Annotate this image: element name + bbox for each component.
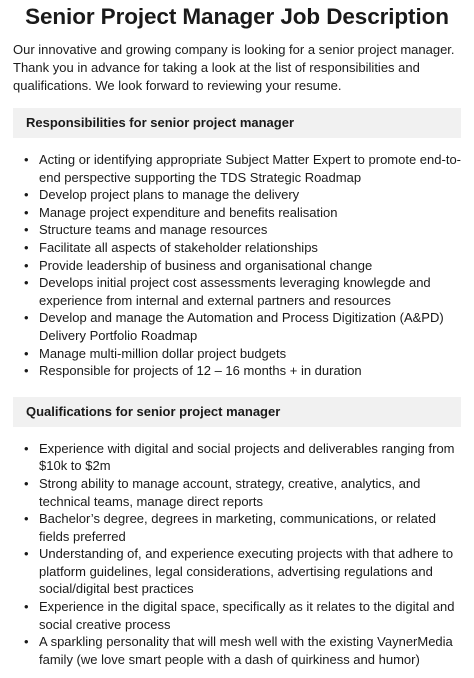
list-item (24, 633, 461, 668)
bullet-icon: • (24, 239, 29, 255)
list-item (24, 204, 461, 222)
list-item-text: Facilitate all aspects of stakeholder relationships (39, 239, 318, 255)
list-item-text: Structure teams and manage resources (39, 222, 268, 238)
list-item-text: Develops initial project cost assessments leveraging knowlegde and experience from internal and external partners and resources (39, 275, 431, 308)
list-item (24, 362, 461, 380)
qualifications-list (13, 440, 461, 669)
list-item (24, 545, 461, 598)
bullet-icon: • (24, 599, 29, 615)
bullet-icon: • (24, 440, 29, 456)
bullet-icon: • (24, 204, 29, 220)
qualifications-heading: Qualifications for senior project manager (13, 397, 461, 427)
bullet-icon: • (24, 546, 29, 562)
bullet-icon: • (24, 345, 29, 361)
list-item (24, 345, 461, 363)
list-item-text: Strong ability to manage account, strategy, creative, analytics, and technical teams, manage direct reports (39, 475, 421, 509)
list-item (24, 151, 461, 186)
bullet-icon: • (24, 257, 29, 273)
list-item-text: Experience in the digital space, specifically as it relates to the digital and social creative process (39, 599, 455, 632)
list-item (24, 239, 461, 257)
list-item-text: Manage multi-million dollar project budgets (39, 345, 287, 361)
list-item (24, 257, 461, 275)
bullet-icon: • (24, 275, 29, 291)
list-item-text: A sparkling personality that will mesh well with the existing VaynerMedia family (we love smart people with a dash of quirkiness and humor) (39, 634, 453, 667)
list-item (24, 510, 461, 545)
bullet-icon: • (24, 363, 29, 379)
list-item (24, 186, 461, 204)
bullet-icon: • (24, 187, 29, 203)
list-item-text: Develop project plans to manage the delivery (39, 187, 300, 203)
bullet-icon: • (24, 310, 29, 326)
list-item-text: Understanding of, and experience executing projects with that adhere to platform guidelines, legal considerations, advertising regulations and social/digital best practices (39, 546, 454, 597)
bullet-icon: • (24, 222, 29, 238)
list-item-text: Acting or identifying appropriate Subject Matter Expert to promote end-to-end perspective supporting the TDS Strategic Roadmap (39, 152, 461, 185)
bullet-icon: • (24, 511, 29, 527)
list-item (24, 309, 461, 344)
list-item (24, 221, 461, 239)
bullet-icon: • (24, 634, 29, 650)
list-item-text: Experience with digital and social projects and deliverables ranging from $10k to $2m (39, 440, 455, 474)
list-item (24, 598, 461, 633)
list-item (24, 475, 461, 510)
list-item-text: Responsible for projects of 12 – 16 months + in duration (39, 363, 362, 379)
list-item-text: Develop and manage the Automation and Process Digitization (A&PD) Delivery Portfolio Roadmap (39, 310, 444, 343)
list-item (24, 440, 461, 475)
page-title: Senior Project Manager Job Description (25, 4, 449, 29)
intro-paragraph: Our innovative and growing company is looking for a senior project manager. Thank you in advance for taking a look at the list of responsibilities and qualifications. We look forward to reviewing your resume. (13, 42, 455, 93)
responsibilities-list (13, 151, 461, 380)
list-item (24, 274, 461, 309)
list-item-text: Bachelor’s degree, degrees in marketing, communications, or related fields preferred (39, 511, 436, 544)
bullet-icon: • (24, 152, 29, 167)
list-item-text: Manage project expenditure and benefits realisation (39, 204, 338, 220)
list-item-text: Provide leadership of business and organisational change (39, 257, 373, 273)
responsibilities-heading: Responsibilities for senior project manager (13, 108, 461, 138)
bullet-icon: • (24, 475, 29, 491)
